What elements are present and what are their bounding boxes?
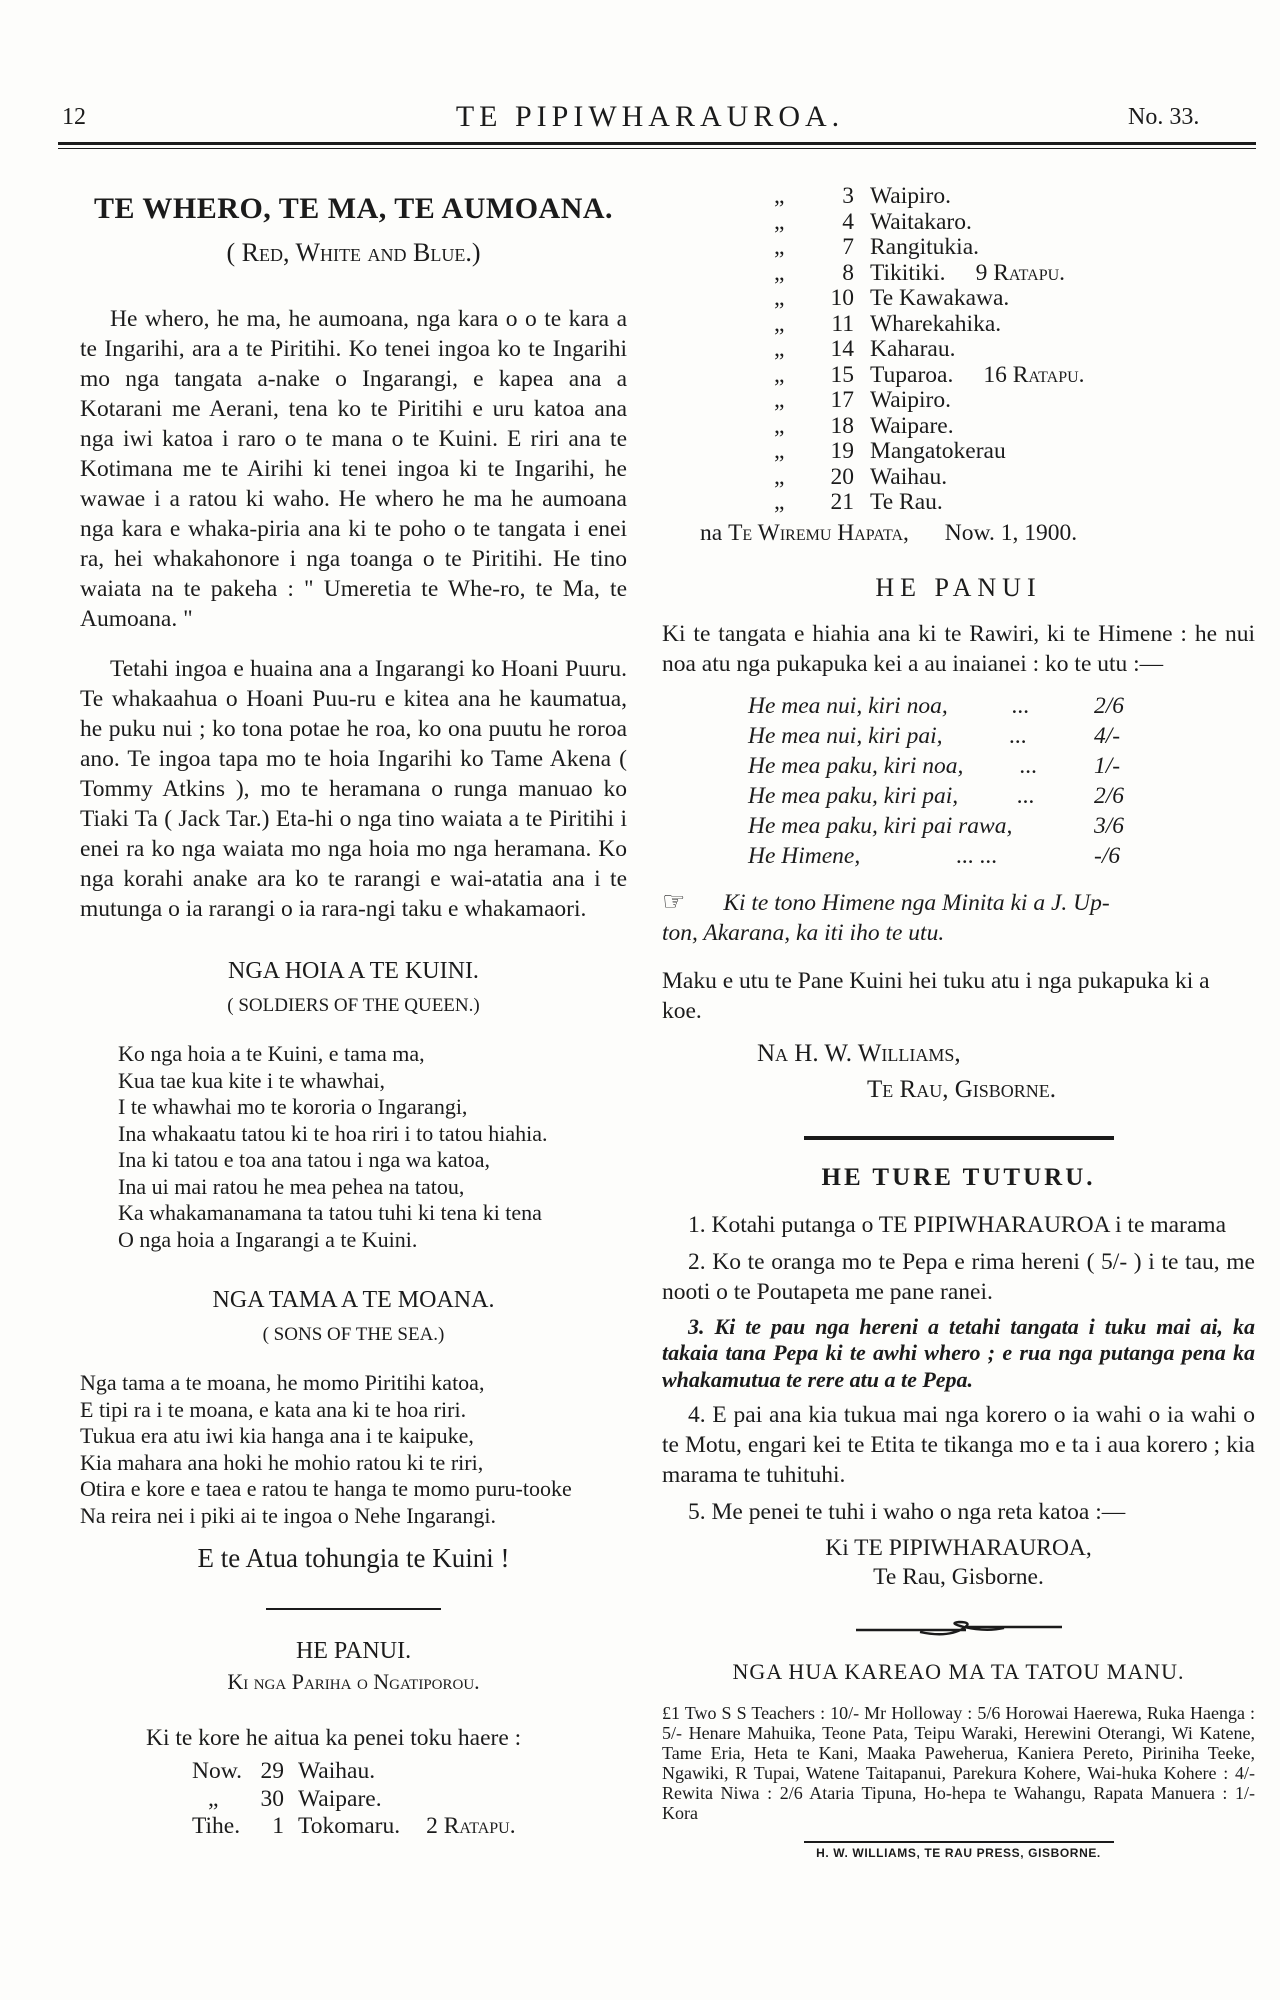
signature-name: Te Wiremu Hapata, — [728, 519, 909, 546]
itinerary-day: 18 — [830, 412, 854, 439]
schedule-list — [192, 1758, 627, 1841]
hand-note — [662, 887, 1255, 948]
ture-item: 4. E pai ana kia tukua mai nga korero o ia wahi o ia wahi o te Motu, engari kei te Etita te tikanga mo e ta i aua korero ; kia marama te tuhituhi. — [662, 1402, 1255, 1488]
itinerary-day: 21 — [830, 489, 854, 515]
poem-line: Otira e kore e taea e ratou te hanga te momo puru-tooke — [80, 1476, 572, 1501]
itinerary-day: 4 — [842, 208, 854, 235]
itinerary-list — [774, 184, 1255, 516]
panui-left-subheading: Ki nga Pariha o Ngatiporou. — [227, 1669, 480, 1694]
pointing-hand-icon: ☞ — [662, 886, 686, 917]
poem1-subheading: ( SOLDIERS OF THE QUEEN.) — [227, 995, 480, 1016]
price-value: -/6 — [1094, 842, 1121, 869]
article-title: TE WHERO, TE MA, TE AUMOANA. — [93, 192, 614, 225]
schedule-place: Waipare. — [298, 1785, 382, 1812]
poem-line: Tukua era atu iwi kia hanga ana i te kaipuke, — [80, 1423, 474, 1448]
section-divider — [804, 1136, 1114, 1140]
hand-note-text: Ki te tono Himene nga Minita ki a J. Up- — [723, 889, 1110, 916]
price-row — [748, 721, 1150, 751]
itinerary-place: Te Rau. — [870, 489, 943, 515]
itinerary-row — [774, 439, 1255, 465]
ditto-mark: „ — [774, 336, 785, 362]
price-item: He mea nui, kiri pai, — [748, 722, 943, 749]
panui-right-heading: HE PANUI — [875, 572, 1042, 602]
ture-item: 5. Me penei te tuhi i waho o nga reta katoa :— — [688, 1499, 1126, 1525]
poem-line: O nga hoia a Ingarangi a te Kuini. — [118, 1226, 418, 1252]
itinerary-day: 20 — [830, 463, 854, 490]
itinerary-place: Mangatokerau — [870, 438, 1006, 464]
williams-signature-place: Te Rau, Gisborne. — [867, 1075, 1057, 1103]
article-paragraph: Tetahi ingoa e huaina ana a Ingarangi ko Hoani Puuru. Te whakaahua o Hoani Puu-ru e kitea ana he kaumatua, he puku nui ; ko tona potae he roa, ko ona puutu he roroa ano. Te ingoa tapa mo te hoia Ingarihi ko Tame Akena ( Tommy Atkins ), mo te heramana o runga manuao ko Tiaki Ta ( Jack Tar.) Eta-hi o nga tino waiata a te Piritihi i enei ra ko nga waiata mo nga hoia mo nga heramana. Ko nga korahi anake ara ko te rarangi e wai-atatia ana i te mutunga o ia rarangi o ia rara-ngi taku e whakamaori. — [80, 656, 627, 922]
price-dots: ... — [1019, 752, 1038, 779]
poem-line: Ina ui mai ratou he mea pehea na tatou, — [118, 1173, 465, 1199]
signature-date: Now. 1, 1900. — [944, 519, 1078, 546]
itinerary-note: 9 Ratapu. — [975, 259, 1066, 286]
ture-heading: HE TURE TUTURU. — [821, 1163, 1096, 1191]
schedule-day: 1 — [272, 1813, 284, 1839]
itinerary-place: Waitakaro. — [870, 208, 972, 235]
price-row — [748, 811, 1150, 841]
article-paragraph: He whero, he ma, he aumoana, nga kara o o te kara a te Ingarihi, ara a te Piritihi. Ko tenei ingoa ko te Ingarihi mo nga tangata a-nake o Ingarangi, e kapea ana a Kotarani me Aerani, tena ko te Piritihi e uru katoa ana nga iwi katoa i raro o te mana o te Kuini. E riri ana te Kotimana me te Airihi ki tenei ingoa ki te Ingarihi, he wawae i a ratou ki waho. He whero he ma he aumoana nga kara e whaka-piria ana ki te poho o te tangata i enei ra, hei whakahonore i nga toanga o te Piritihi. He tino waiata na te pakeha : " Umeretia te Whe-ro, te Ma, te Aumoana. " — [80, 306, 627, 632]
poem-line: Na reira nei i piki ai te ingoa o Nehe Ingarangi. — [80, 1502, 497, 1528]
schedule-place: Waihau. — [298, 1758, 376, 1784]
itinerary-row — [774, 490, 1255, 516]
price-row — [748, 691, 1150, 721]
price-row — [748, 751, 1150, 781]
ditto-mark: „ — [774, 412, 785, 439]
poem-line: Ina ki tatou e toa ana tatou i nga wa katoa, — [118, 1147, 491, 1172]
itinerary-row — [774, 235, 1255, 261]
ditto-mark: „ — [208, 1785, 219, 1812]
squiggle-divider — [662, 1618, 1255, 1643]
price-item: He mea nui, kiri noa, — [748, 692, 948, 719]
right-column — [662, 184, 1255, 1860]
price-dots: ... — [1009, 722, 1028, 749]
schedule-day: 29 — [260, 1758, 284, 1784]
itinerary-place: Wharekahika. — [870, 310, 1002, 337]
section-divider — [266, 1608, 441, 1610]
schedule-row — [192, 1813, 627, 1841]
schedule-place: Tokomaru. — [298, 1813, 401, 1839]
itinerary-day: 10 — [830, 285, 854, 311]
ditto-mark: „ — [774, 438, 785, 464]
itinerary-row — [774, 414, 1255, 440]
ture-item: 1. Kotahi putanga o TE PIPIWHARAUROA i te marama — [688, 1211, 1227, 1238]
address-line: Ki TE PIPIWHARAUROA, — [825, 1535, 1092, 1561]
schedule-row — [192, 1758, 627, 1786]
press-imprint: H. W. WILLIAMS, TE RAU PRESS, GISBORNE. — [816, 1846, 1101, 1860]
schedule-month: Tihe. — [192, 1813, 241, 1839]
itinerary-place: Kaharau. — [870, 336, 956, 362]
masthead-title: TE PIPIWHARAUROA. — [455, 100, 845, 133]
price-item: He mea paku, kiri noa, — [748, 752, 964, 779]
poem-line: I te whawhai mo te kororia o Ingarangi, — [118, 1094, 468, 1119]
itinerary-row — [774, 388, 1255, 414]
schedule-note: 2 Ratapu. — [426, 1813, 516, 1839]
itinerary-row — [774, 286, 1255, 312]
itinerary-row — [774, 184, 1255, 210]
poem1 — [118, 1041, 627, 1253]
itinerary-row — [774, 337, 1255, 363]
ditto-mark: „ — [774, 259, 785, 286]
page-number: 12 — [62, 104, 86, 130]
itinerary-row — [774, 363, 1255, 389]
schedule-day: 30 — [260, 1785, 284, 1812]
itinerary-day: 7 — [842, 234, 854, 260]
itinerary-row — [774, 465, 1255, 491]
price-row — [748, 841, 1150, 871]
imprint-rule — [804, 1841, 1114, 1843]
header-rule — [58, 142, 1256, 149]
itinerary-day: 15 — [830, 361, 854, 388]
poem-line: Ina whakaatu tatou ki te hoa riri i to tatou hiahia. — [118, 1120, 548, 1146]
itinerary-place: Waipare. — [870, 412, 954, 439]
ture-item: 3. Ki te pau nga hereni a tetahi tangata i tuku mai ai, ka takaia tana Pepa ki te awhi whero ; e rua nga putanga pena ka whakamutua te rere atu a te Pepa. — [662, 1313, 1255, 1392]
receipts-heading: NGA HUA KAREAO MA TA TATOU MANU. — [732, 1659, 1185, 1684]
poem-line: E tipi ra i te moana, e kata ana ki te hoa riri. — [80, 1396, 467, 1422]
itinerary-day: 8 — [842, 259, 854, 286]
panui-left-heading: HE PANUI. — [295, 1638, 412, 1664]
ditto-mark: „ — [774, 285, 785, 311]
itinerary-day: 14 — [830, 336, 854, 362]
ditto-mark: „ — [774, 361, 785, 388]
hand-note-line: ton, Akarana, ka iti iho te utu. — [662, 919, 945, 946]
price-dots: ... ... — [956, 842, 998, 869]
article-subtitle: ( Red, White and Blue.) — [226, 238, 481, 267]
itinerary-note: 16 Ratapu. — [983, 361, 1085, 388]
price-value: 2/6 — [1094, 782, 1125, 809]
price-dots: ... — [1017, 782, 1035, 809]
itinerary-row — [774, 312, 1255, 338]
poem1-heading: NGA HOIA A TE KUINI. — [228, 958, 479, 984]
ture-item: 2. Ko te oranga mo te Pepa e rima hereni ( 5/- ) i te tau, me nooti o te Poutapeta me pane ranei. — [662, 1248, 1255, 1305]
poem-line: Ka whakamanamana ta tatou tuhi ki tena ki tena — [118, 1200, 542, 1225]
poem2 — [80, 1370, 627, 1529]
price-value: 3/6 — [1094, 812, 1125, 839]
ditto-mark: „ — [774, 208, 785, 235]
itinerary-row — [774, 210, 1255, 236]
signature-prefix: na — [700, 519, 723, 546]
price-list — [748, 691, 1150, 871]
price-value: 1/- — [1094, 752, 1121, 779]
schedule-row — [192, 1786, 627, 1814]
panui-right-intro: Ki te tangata e hiahia ana ki te Rawiri, ki te Himene : he nui noa atu nga pukapuka kei a au inaianei : ko te utu :— — [662, 620, 1255, 677]
itinerary-signature — [700, 520, 1255, 547]
itinerary-place: Rangitukia. — [870, 234, 979, 260]
price-value: 4/- — [1094, 722, 1121, 749]
poem2-subheading: ( SONS OF THE SEA.) — [262, 1324, 445, 1345]
itinerary-place: Tuparoa. — [870, 361, 954, 388]
price-dots — [1012, 811, 1094, 841]
poem-line: Nga tama a te moana, he momo Piritihi katoa, — [80, 1370, 485, 1395]
itinerary-place: Waipiro. — [870, 387, 951, 413]
itinerary-place: Waipiro. — [870, 183, 951, 209]
hand-note-line — [662, 887, 1255, 918]
issue-number: No. 33. — [1128, 104, 1200, 130]
price-item: He mea paku, kiri pai, — [748, 782, 959, 809]
panui-left-intro: Ki te kore he aitua ka penei toku haere : — [146, 1725, 522, 1751]
price-item: He Himene, — [748, 842, 861, 869]
itinerary-row — [774, 261, 1255, 287]
itinerary-day: 11 — [831, 310, 854, 337]
ditto-mark: „ — [774, 489, 785, 515]
price-item: He mea paku, kiri pai rawa, — [748, 812, 1013, 839]
poem-line: Ko nga hoia a te Kuini, e tama ma, — [118, 1041, 425, 1066]
itinerary-day: 17 — [830, 387, 854, 413]
itinerary-place: Tikitiki. — [870, 259, 946, 286]
left-column — [80, 188, 627, 1841]
postage-note: Maku e utu te Pane Kuini hei tuku atu i nga pukapuka ki a koe. — [662, 967, 1210, 1024]
itinerary-place: Te Kawakawa. — [870, 285, 1010, 311]
itinerary-day: 19 — [830, 438, 854, 464]
price-row — [748, 781, 1150, 811]
price-value: 2/6 — [1094, 692, 1125, 719]
ditto-mark: „ — [774, 183, 785, 209]
poem-line: Kua tae kua kite i te whawhai, — [118, 1067, 385, 1093]
ditto-mark: „ — [774, 463, 785, 490]
williams-signature: Na H. W. Williams, — [757, 1039, 961, 1067]
price-dots: ... — [1012, 692, 1030, 719]
poem2-heading: NGA TAMA A TE MOANA. — [212, 1287, 495, 1313]
receipts-body: £1 Two S S Teachers : 10/- Mr Holloway : 5/6 Horowai Haerewa, Ruka Haenga : 5/- Henare Mahuika, Teone Pata, Teipu Waraki, Herewini Oterangi, Wi Katene, Tame Eria, Heta te Kani, Maaka Paweherua, Kaniera Pereto, Piriniha Teeke, Ngawiki, R Tupai, Watene Taitapanui, Parekura Kohere, Wai-huka Kohere : 4/- Rewita Niwa : 2/6 Ataria Tipuna, Ho-hepa te Wahangu, Rapata Manuera : 1/- Kora — [662, 1703, 1255, 1823]
address-line: Te Rau, Gisborne. — [873, 1564, 1044, 1590]
ditto-mark: „ — [774, 310, 785, 337]
poem-line: Kia mahara ana hoki he mohio ratou ki te riri, — [80, 1449, 484, 1475]
poem-closing-line: E te Atua tohungia te Kuini ! — [197, 1543, 510, 1573]
itinerary-place: Waihau. — [870, 463, 948, 490]
ditto-mark: „ — [774, 387, 785, 413]
itinerary-day: 3 — [842, 183, 854, 209]
schedule-month: Now. — [192, 1758, 243, 1784]
ditto-mark: „ — [774, 234, 785, 260]
